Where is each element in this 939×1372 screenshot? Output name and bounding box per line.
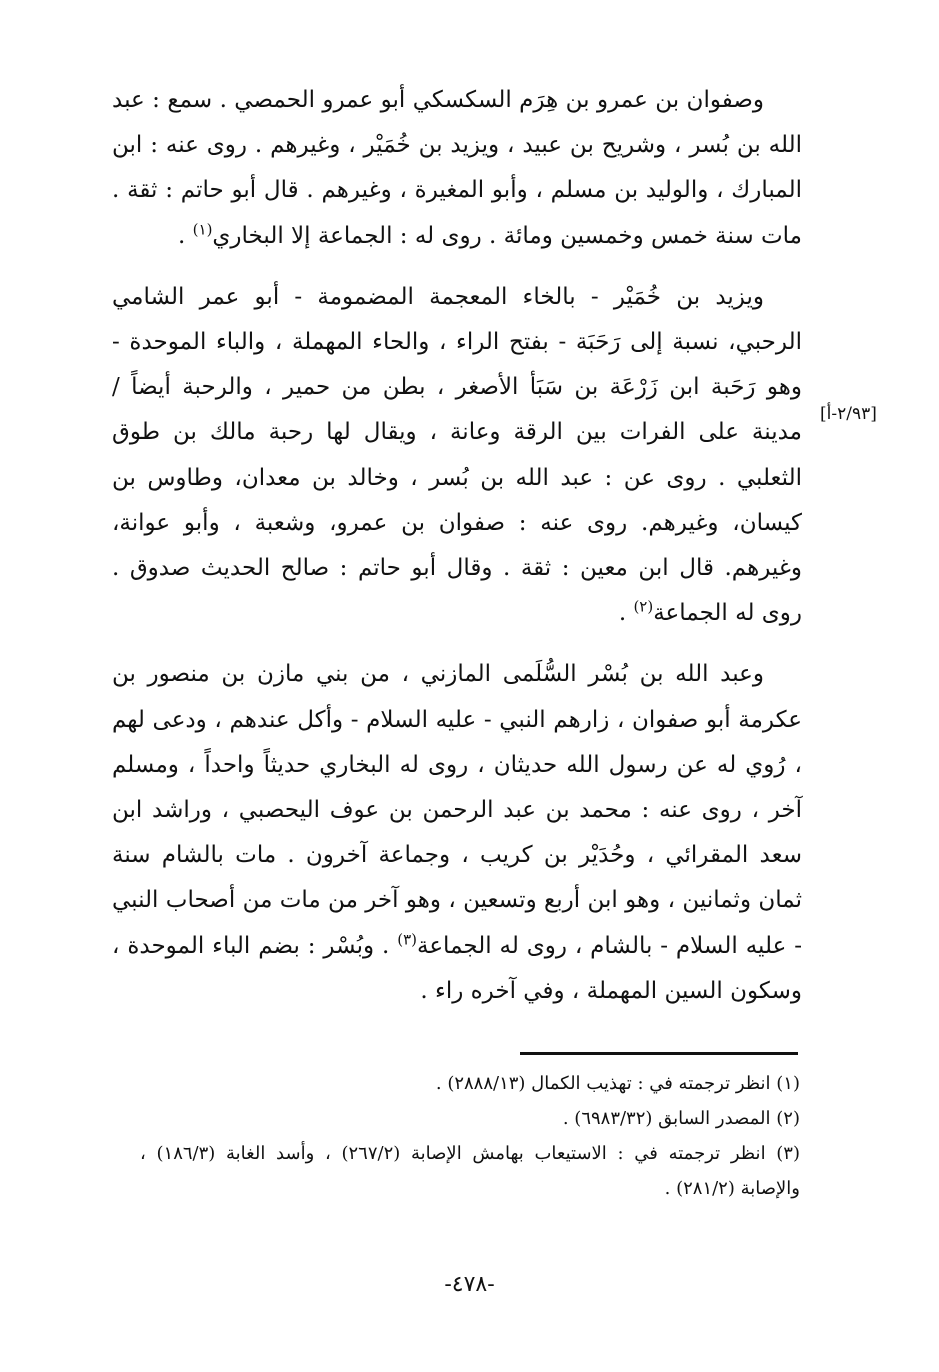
paragraph-ending: . [178, 222, 193, 249]
main-text [112, 78, 802, 1014]
paragraph-safwan [112, 78, 802, 259]
paragraph-ending: . وبُسْر : بضم الباء الموحدة ، وسكون السين المهملة ، وفي آخره راء . [112, 932, 802, 1004]
paragraph-yazid [112, 275, 802, 637]
paragraph-text: وصفوان بن عمرو بن هِرَم السكسكي أبو عمرو الحمصي . سمع : عبد الله بن بُسر ، وشريح بن عبيد ، ويزيد بن خُمَيْر ، وغيرهم . روى عنه : ابن المبارك ، والوليد بن مسلم ، وأبو المغيرة ، وغيرهم . قال أبو حاتم : ثقة . مات سنة خمس وخمسين ومائة . روى له : الجماعة إلا البخاري [112, 87, 802, 249]
footnote-marker[interactable]: (٣) [397, 930, 417, 948]
paragraph-text: ويزيد بن خُمَيْر - بالخاء المعجمة المضمومة - أبو عمر الشامي الرحبي، نسبة إلى رَحَبَة - بفتح الراء ، والحاء المهملة ، والباء الموحدة - وهو رَحَبة ابن زَرْعَة بن سَبَأ الأصغر ، بطن من حمير ، والرحبة أيضاً / مدينة على الفرات بين الرقة وعانة ، ويقال لها رحبة مالك بن طوق الثعلبي . روى عن : عبد الله بن بُسر ، وخالد بن معدان، وطاوس بن كيسان، وغيرهم. روى عنه : صفوان بن عمرو، وشعبة ، وأبو عوانة، وغيرهم. قال ابن معين : ثقة . وقال أبو حاتم : صالح الحديث صدوق . روى له الجماعة [112, 283, 802, 627]
page-number-text: -٤٧٨- [444, 1272, 495, 1297]
paragraph-text: وعبد الله بن بُسْر السُّلَمى المازني ، من بني مازن بن منصور بن عكرمة أبو صفوان ، زارهم النبي - عليه السلام - وأكل عندهم ، ودعى لهم ، رُوي له عن رسول الله حديثان ، روى له البخاري حديثاً واحداً ، ومسلم آخر ، روى عنه : محمد بن عبد الرحمن بن عوف اليحصبي ، وراشد ابن سعد المقرائي ، وحُدَيْر بن كريب ، وجماعة آخرون . مات بالشام سنة ثمان وثمانين ، وهو ابن أربع وتسعين ، وهو آخر من مات من أصحاب النبي - عليه السلام - بالشام ، روى له الجماعة [112, 661, 802, 959]
footnote-2: (٢) المصدر السابق (٦٩٨٣/٣٢) . [562, 1108, 800, 1129]
footnote-3: (٣) انظر ترجمته في : الاستيعاب بهامش الإصابة (٢٦٧/٢) ، وأسد الغابة (١٨٦/٣) ، والإصابة (٢٨١/٢) . [140, 1143, 800, 1199]
footnote-1: (١) انظر ترجمته في : تهذيب الكمال (٢٨٨٨/١٣) . [435, 1073, 800, 1094]
paragraph-ending: . [618, 600, 634, 627]
footnotes-section [140, 1066, 800, 1206]
footnote-marker[interactable]: (٢) [633, 597, 654, 616]
manuscript-folio-note: [٢/٩٣-أ] [820, 404, 877, 424]
page-number [0, 1272, 939, 1297]
paragraph-abdullah [112, 652, 802, 1014]
footnote-marker[interactable]: (١) [192, 219, 213, 238]
footnote-divider [520, 1052, 798, 1055]
